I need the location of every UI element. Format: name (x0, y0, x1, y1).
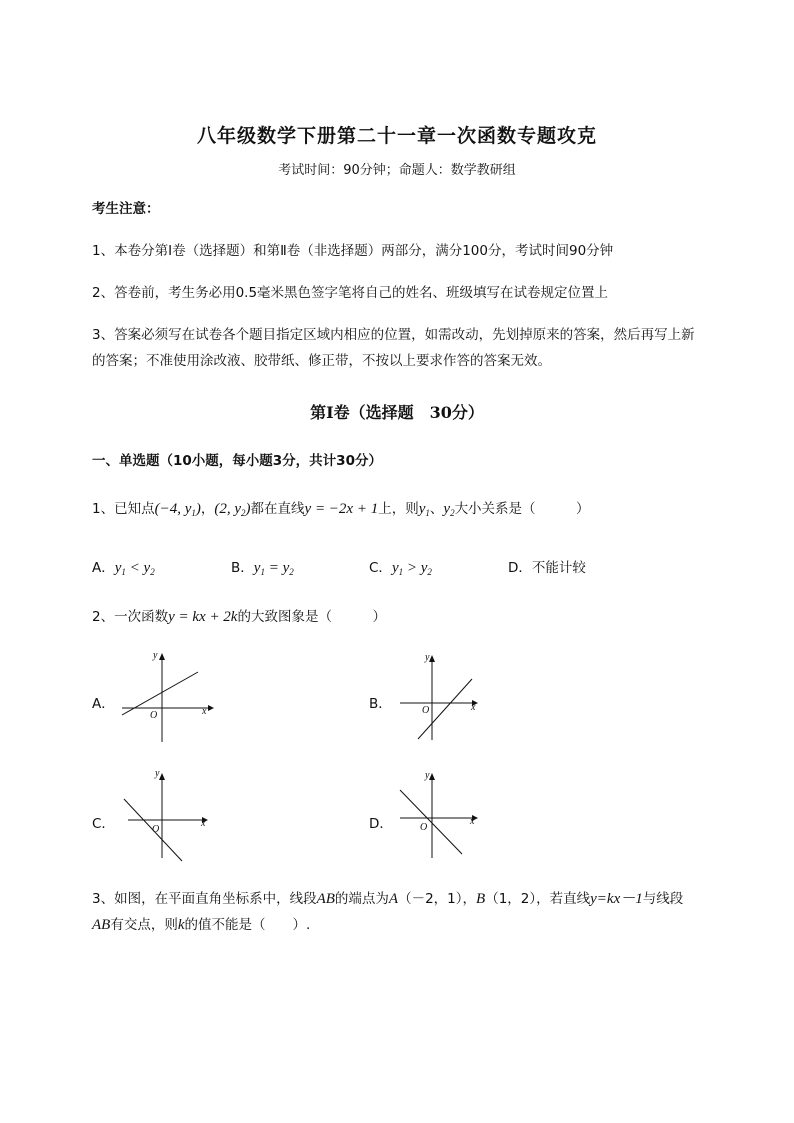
question-3-line-1: 3、如图，在平面直角坐标系中，线段AB的端点为A（－2，1），B（1，2），若直线y=kx－1与线段 (92, 891, 684, 907)
y-axis-label: y (153, 650, 158, 661)
exam-subtitle: 考试时间：90分钟；命题人：数学教研组 (278, 163, 516, 178)
q2-option-a-graph[interactable] (112, 648, 222, 748)
y-axis-arrow (429, 655, 435, 662)
origin-label: O (422, 705, 430, 716)
q1-prefix: 1、已知点 (92, 501, 155, 517)
notice-heading: 考生注意： (92, 201, 160, 217)
notice-item-2: 2、答卷前，考生务必用0.5毫米黑色签字笔将自己的姓名、班级填写在试卷规定位置上 (92, 285, 609, 301)
y-axis-arrow (159, 773, 165, 780)
q1-option-c[interactable]: C．$y_1 > y_2$ (369, 560, 432, 577)
q2-option-a-label[interactable]: A． (92, 696, 115, 712)
notice-item-3-cont: 的答案；不准使用涂改液、胶带纸、修正带，不按以上要求作答的答案无效。 (92, 353, 551, 369)
x-axis-label: x (201, 818, 206, 829)
x-axis-label: x (471, 702, 476, 713)
q1-sep: ， (200, 501, 215, 517)
part-heading: 一、单选题（10小题，每小题3分，共计30分） (92, 453, 382, 469)
q1-y2: $y_2$ (443, 501, 455, 518)
notice-item-3: 3、答案必须写在试卷各个题目指定区域内相应的位置，如需改动，先划掉原来的答案，然后再写上新 (92, 327, 695, 343)
function-line (400, 790, 462, 854)
q1-suffix2: 大小关系是（ ） (454, 501, 590, 517)
q1-line-equation: y = −2x + 1 (304, 501, 379, 517)
q2-option-b-graph[interactable] (392, 648, 502, 748)
q2-option-d-label[interactable]: D． (369, 816, 393, 832)
q1-point-1: (−4, $y_1$) (154, 501, 201, 518)
q1-mid: 都在直线 (250, 501, 305, 517)
q2-option-b-label[interactable]: B． (369, 696, 392, 712)
q1-suffix1: 上，则 (378, 501, 419, 517)
x-axis-label: x (470, 816, 475, 827)
y-axis-label: y (155, 768, 160, 779)
question-2: 2、一次函数y = kx + 2k的大致图象是（ ） (92, 609, 386, 625)
q1-point-2: (2, $y_2$) (214, 501, 251, 518)
y-axis-arrow (429, 773, 435, 780)
q1-y1: $y_1$ (418, 501, 430, 518)
q2-option-d-graph[interactable] (392, 766, 502, 866)
y-axis-arrow (159, 653, 165, 660)
q1-option-a[interactable]: A．$y_1 < y_2$ (92, 560, 155, 577)
function-line (122, 672, 198, 715)
origin-label: O (420, 822, 428, 833)
question-1 (92, 496, 590, 526)
q2-option-c-graph[interactable] (112, 766, 222, 866)
x-axis-arrow (208, 705, 214, 711)
q1-comma: 、 (429, 501, 444, 517)
q1-option-b[interactable]: B．$y_1 = y_2$ (231, 560, 294, 577)
page-title: 八年级数学下册第二十一章一次函数专题攻克 (196, 125, 597, 147)
origin-label: O (150, 710, 158, 721)
origin-label: O (152, 824, 160, 835)
y-axis-label: y (425, 652, 430, 663)
q1-option-d[interactable]: D．不能计较 (508, 560, 586, 576)
y-axis-label: y (425, 770, 430, 781)
q2-function: y = kx + 2k (168, 609, 238, 625)
notice-item-1: 1、本卷分第I卷（选择题）和第Ⅱ卷（非选择题）两部分，满分100分，考试时间90分钟 (92, 243, 614, 259)
section-title: 第I卷（选择题 30分） (310, 403, 484, 422)
q3-equation: y=kx－1 (590, 891, 643, 907)
question-3-line-2: AB有交点，则k的值不能是（ ）. (92, 917, 311, 933)
q2-option-c-label[interactable]: C． (92, 816, 115, 832)
x-axis-label: x (202, 706, 207, 717)
